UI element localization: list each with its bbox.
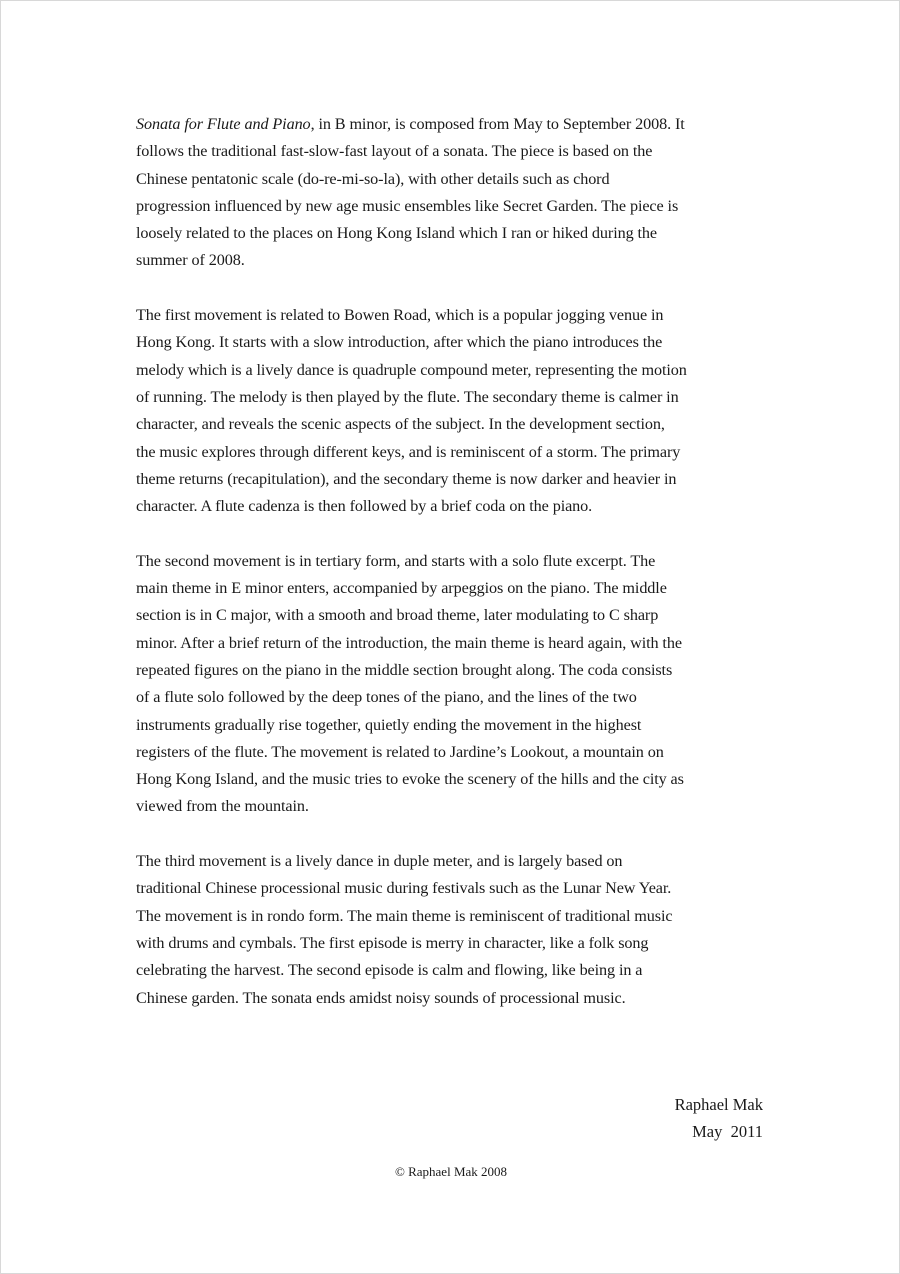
text-line: The second movement is in tertiary form, and starts with a solo flute excerpt. The — [136, 551, 656, 570]
text-line: instruments gradually rise together, quietly ending the movement in the highest — [136, 715, 642, 734]
text-line: registers of the flute. The movement is related to Jardine’s Lookout, a mountain on — [136, 742, 664, 761]
text-line: with drums and cymbals. The first episode is merry in character, like a folk song — [136, 933, 649, 952]
text-line: Hong Kong Island, and the music tries to evoke the scenery of the hills and the city as — [136, 770, 684, 789]
text-line: of a flute solo followed by the deep tones of the piano, and the lines of the two — [136, 688, 637, 707]
copyright-notice: © Raphael Mak 2008 — [394, 1164, 508, 1179]
text-line: Chinese garden. The sonata ends amidst noisy sounds of processional music. — [136, 988, 626, 1007]
text-line: The third movement is a lively dance in duple meter, and is largely based on — [136, 852, 623, 871]
text-line: repeated figures on the piano in the middle section brought along. The coda consists — [136, 660, 673, 679]
text-line: summer of 2008. — [136, 251, 245, 270]
text-line: character, and reveals the scenic aspects of the subject. In the development section, — [136, 415, 665, 434]
paragraph-second-movement — [136, 548, 768, 821]
text-line: celebrating the harvest. The second episode is calm and flowing, like being in a — [136, 961, 643, 980]
text-line: melody which is a lively dance is quadruple compound meter, representing the motion — [136, 360, 687, 379]
text-line: theme returns (recapitulation), and the secondary theme is now darker and heavier in — [136, 469, 677, 488]
text-line: main theme in E minor enters, accompanied by arpeggios on the piano. The middle — [136, 579, 667, 598]
text-line: section is in C major, with a smooth and broad theme, later modulating to C sharp — [136, 606, 659, 625]
text-line: follows the traditional fast-slow-fast layout of a sonata. The piece is based on the — [136, 142, 653, 161]
text-line: character. A flute cadenza is then followed by a brief coda on the piano. — [136, 497, 593, 516]
author-name: Raphael Mak — [674, 1095, 763, 1114]
work-title: Sonata for Flute and Piano — [136, 115, 311, 133]
text-line: minor. After a brief return of the introduction, the main theme is heard again, with the — [136, 633, 682, 652]
signature-block — [675, 1091, 763, 1145]
text-line: The first movement is related to Bowen Road, which is a popular jogging venue in — [136, 306, 664, 325]
text-line: traditional Chinese processional music during festivals such as the Lunar New Year. — [136, 879, 672, 898]
paragraph-third-movement — [136, 848, 768, 1012]
text-line: Hong Kong. It starts with a slow introduction, after which the piano introduces the — [136, 333, 663, 352]
paragraph-intro — [136, 111, 768, 275]
paragraph-first-movement — [136, 302, 768, 520]
text-line: Chinese pentatonic scale (do-re-mi-so-la), with other details such as chord — [136, 169, 610, 188]
program-notes-body — [136, 111, 768, 1012]
signature-date: May 2011 — [692, 1122, 763, 1141]
text-line: The movement is in rondo form. The main theme is reminiscent of traditional music — [136, 906, 673, 925]
text-line: progression influenced by new age music ensembles like Secret Garden. The piece is — [136, 196, 679, 215]
text-line: the music explores through different keys, and is reminiscent of a storm. The primary — [136, 442, 681, 461]
text-line: loosely related to the places on Hong Kong Island which I ran or hiked during the — [136, 224, 658, 243]
text-line: of running. The melody is then played by the flute. The secondary theme is calmer in — [136, 387, 679, 406]
text-line: Sonata for Flute and Piano, in B minor, is composed from May to September 2008. It — [136, 115, 685, 133]
text-line: viewed from the mountain. — [136, 797, 309, 816]
